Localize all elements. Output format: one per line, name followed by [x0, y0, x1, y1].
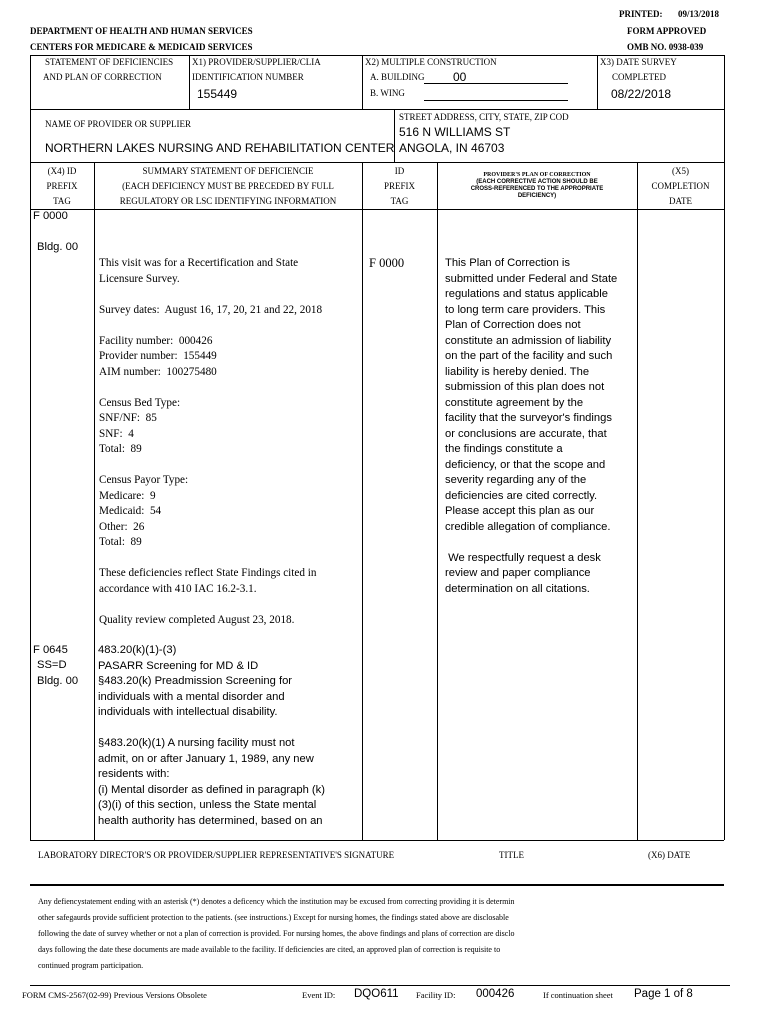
summary-line: SNF/NF: 85	[99, 412, 157, 424]
plan-line: to long term care providers. This	[445, 303, 606, 316]
plan-line: credible allegation of compliance.	[445, 520, 611, 533]
form-number: FORM CMS-2567(02-99) Previous Versions Obsolete	[22, 990, 207, 1000]
provider-name-label: NAME OF PROVIDER OR SUPPLIER	[45, 119, 192, 129]
tag-f0000: F 0000	[33, 210, 68, 222]
plan-line: deficiency, or that the scope and	[445, 458, 606, 471]
summary-line: These deficiencies reflect State Findings cited in	[99, 567, 317, 579]
plan-line: the findings constitute a	[445, 443, 563, 455]
summary-text-pasarr	[98, 643, 360, 829]
wing-label: B. WING	[370, 88, 405, 98]
regulation-line: individuals with intellectual disability.	[98, 706, 278, 718]
building-label: A. BUILDING	[370, 72, 425, 82]
disclaimer-line: days following the date these documents are made available to the facility. If deficiencies are cited, an approved plan of correction is requisite to	[38, 945, 501, 954]
plan-tag-f0000: F 0000	[369, 256, 405, 270]
completed-label: COMPLETED	[612, 72, 666, 82]
x5-date: DATE	[669, 196, 692, 206]
provider-id-value: 155449	[197, 87, 238, 101]
regulation-line: PASARR Screening for MD & ID	[98, 659, 259, 672]
plan-line: or conclusions are accurate, that	[445, 427, 607, 440]
plan-line: submission of this plan does not	[445, 381, 605, 393]
summary-heading: SUMMARY STATEMENT OF DEFICIENCIE	[142, 166, 314, 176]
plan-line: review and paper compliance	[445, 567, 591, 579]
plan-sub-2: CROSS-REFERENCED TO THE APPROPRIATE	[470, 186, 604, 192]
regulation-line: §483.20(k)(1) A nursing facility must not	[98, 737, 295, 749]
summary-line: Census Bed Type:	[99, 396, 181, 409]
agency-line-1: DEPARTMENT OF HEALTH AND HUMAN SERVICES	[30, 26, 253, 36]
regulation-line: §483.20(k) Preadmission Screening for	[98, 675, 293, 687]
printed-label: PRINTED:	[619, 9, 663, 19]
summary-line: Licensure Survey.	[99, 272, 180, 285]
summary-line: Survey dates: August 16, 17, 20, 21 and 22, 2018	[99, 303, 323, 316]
summary-line: SNF: 4	[99, 427, 134, 440]
plan-line: severity regarding any of the	[445, 474, 587, 486]
plan-line: regulations and status applicable	[445, 288, 608, 300]
summary-line: Medicaid: 54	[99, 505, 162, 517]
plan-line: This Plan of Correction is	[445, 257, 570, 269]
plan-line: submitted under Federal and State	[445, 272, 618, 285]
plan-line: Please accept this plan as our	[445, 505, 595, 517]
regulation-line: (i) Mental disorder as defined in paragraph (k)	[98, 783, 325, 796]
statement-label: STATEMENT OF DEFICIENCIES	[45, 57, 174, 67]
summary-line	[99, 551, 359, 567]
summary-line	[99, 318, 359, 334]
plan-line	[445, 535, 635, 551]
address-label: STREET ADDRESS, CITY, STATE, ZIP COD	[399, 112, 569, 122]
plan-line: constitute agreement by the	[445, 396, 584, 409]
plan-line: liability is hereby denied. The	[445, 365, 590, 378]
bldg-00-first: Bldg. 00	[37, 241, 79, 253]
provider-id-label: X1) PROVIDER/SUPPLIER/CLIA	[192, 57, 321, 67]
plan-line: deficiencies are cited correctly.	[445, 489, 598, 502]
facility-id-label: Facility ID:	[416, 990, 456, 1000]
regulation-line: individuals with a mental disorder and	[98, 690, 285, 703]
summary-sub-2: REGULATORY OR LSC IDENTIFYING INFORMATION	[119, 196, 337, 206]
disclaimer-line: continued program participation.	[38, 961, 144, 970]
summary-line: AIM number: 100275480	[99, 365, 217, 378]
disclaimer-line: following the date of survey whether or not a plan of correction is provided. For nursing homes, the above findings and plans of correction are disclo	[38, 929, 515, 938]
summary-line: Other: 26	[99, 520, 145, 533]
summary-line: Total: 89	[99, 536, 142, 548]
plan-sub-1: (EACH CORRECTIVE ACTION SHOULD BE	[476, 179, 598, 185]
plan-line: on the part of the facility and such	[445, 350, 613, 362]
id-label: ID	[394, 166, 405, 176]
plan-line: constitute an admission of liability	[445, 334, 612, 347]
summary-line	[99, 597, 359, 613]
signature-label: LABORATORY DIRECTOR'S OR PROVIDER/SUPPLIER REPRESENTATIVE'S SIGNATURE	[38, 850, 395, 860]
regulation-line	[98, 721, 360, 737]
disclaimer-line: other safegaurds provide sufficient protection to the patients. (see instructions.) Except for nursing homes, the findings stated above are disclosable	[38, 913, 509, 922]
agency-line-2: CENTERS FOR MEDICARE & MEDICAID SERVICES	[30, 42, 253, 52]
plan-line: determination on all citations.	[445, 582, 590, 595]
regulation-line: 483.20(k)(1)-(3)	[98, 644, 177, 656]
x4-tag: TAG	[53, 196, 71, 206]
tag-f0645: F 0645	[33, 644, 68, 656]
plan-line: We respectfully request a desk	[445, 551, 601, 564]
plan-line: facility that the surveyor's findings	[445, 412, 612, 424]
form-approved: FORM APPROVED	[627, 26, 707, 36]
continuation-label: If continuation sheet	[543, 990, 613, 1000]
page-number: Page 1 of 8	[634, 988, 693, 1000]
title-label: TITLE	[499, 850, 524, 860]
summary-line: Total: 89	[99, 443, 142, 455]
address-street: 516 N WILLIAMS ST	[399, 125, 511, 139]
identification-label: IDENTIFICATION NUMBER	[192, 72, 304, 82]
summary-sub-1: (EACH DEFICIENCY MUST BE PRECEDED BY FULL	[122, 181, 334, 191]
multiple-construction-label: X2) MULTIPLE CONSTRUCTION	[365, 57, 497, 67]
plan-of-correction-text	[445, 256, 635, 597]
summary-line: Facility number: 000426	[99, 334, 213, 347]
bldg-00-second: Bldg. 00	[37, 675, 79, 687]
x6-date-label: (X6) DATE	[648, 850, 691, 860]
x5-label: (X5)	[672, 166, 689, 176]
plan-line: Plan of Correction does not	[445, 319, 581, 331]
summary-line: Provider number: 155449	[99, 350, 217, 362]
x4-prefix: PREFIX	[46, 181, 78, 191]
event-id-value: DQO611	[354, 988, 399, 1000]
summary-line: Census Payor Type:	[99, 474, 189, 486]
regulation-line: admit, on or after January 1, 1989, any new	[98, 752, 314, 765]
plan-heading: PROVIDER'S PLAN OF CORRECTION	[483, 172, 591, 178]
survey-date-value: 08/22/2018	[611, 87, 672, 101]
plan-sub-3: DEFICIENCY)	[517, 193, 557, 199]
id-prefix: PREFIX	[383, 181, 415, 191]
x5-completion: COMPLETION	[651, 181, 710, 191]
id-tag: TAG	[390, 196, 409, 206]
address-city: ANGOLA, IN 46703	[399, 141, 505, 155]
ss-level: SS=D	[37, 659, 67, 671]
facility-id-value: 000426	[476, 988, 515, 1000]
plan-label: AND PLAN OF CORRECTION	[43, 72, 162, 82]
summary-line: This visit was for a Recertification and State	[99, 257, 299, 269]
summary-line	[99, 287, 359, 303]
regulation-line: health authority has determined, based on an	[98, 814, 323, 827]
x4-label: (X4) ID	[47, 166, 77, 176]
summary-line: accordance with 410 IAC 16.2-3.1.	[99, 582, 257, 595]
summary-line: Quality review completed August 23, 2018.	[99, 613, 295, 626]
event-id-label: Event ID:	[302, 990, 336, 1000]
omb-number: OMB NO. 0938-039	[627, 42, 704, 52]
date-survey-label: X3) DATE SURVEY	[600, 57, 677, 67]
regulation-line: residents with:	[98, 768, 170, 780]
disclaimer	[38, 894, 728, 974]
regulation-line: (3)(i) of this section, unless the State mental	[98, 799, 317, 811]
summary-line: Medicare: 9	[99, 489, 156, 502]
disclaimer-line: Any defiencystatement ending with an asterisk (*) denotes a deficency which the institution may be excused from correcting providing it is determin	[38, 897, 515, 906]
printed-date: 09/13/2018	[678, 9, 720, 19]
provider-name: NORTHERN LAKES NURSING AND REHABILITATION CENTER	[45, 141, 395, 155]
summary-line	[99, 380, 359, 396]
building-value: 00	[453, 70, 467, 84]
summary-line	[99, 458, 359, 474]
summary-text-survey	[99, 256, 359, 628]
